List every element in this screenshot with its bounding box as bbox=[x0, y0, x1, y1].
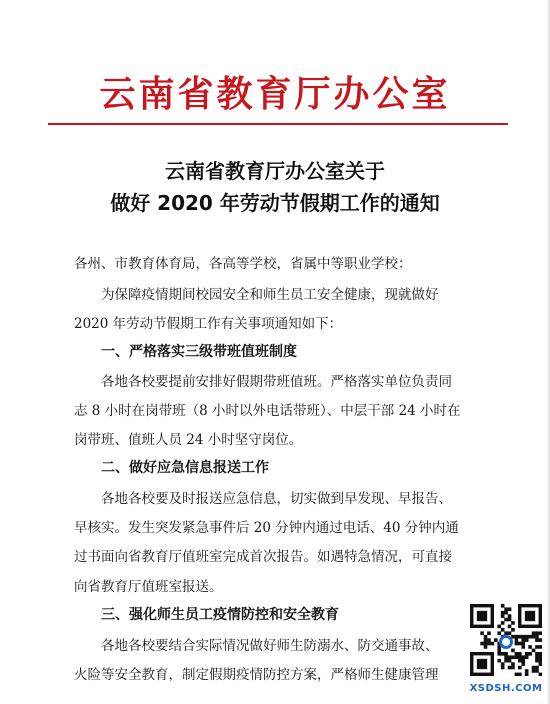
section-heading: 一、严格落实三级带班值班制度 bbox=[101, 344, 297, 360]
body-text-line: 为保障疫情期间校园安全和师生员工安全健康，现就做好 bbox=[101, 287, 439, 303]
body-text-line: 向省教育厅值班室报送。 bbox=[74, 579, 223, 595]
body-text-line: 各地各校要及时报送应急信息，切实做到早发现、早报告、 bbox=[101, 491, 452, 507]
site-watermark: XSDSH.COM bbox=[469, 683, 543, 694]
body-text-line: 各地各校要提前安排好假期带班值班。严格落实单位负责同 bbox=[101, 374, 452, 390]
qr-code-icon bbox=[470, 604, 542, 676]
body-text-line: 志 8 小时在岗带班（8 小时以外电话带班）、中层干部 24 小时在 bbox=[74, 403, 461, 419]
letterhead-red-rule bbox=[48, 123, 508, 125]
document-title-line-1: 云南省教育厅办公室关于 bbox=[165, 159, 385, 183]
body-text-line: 2020 年劳动节假期工作有关事项通知如下： bbox=[74, 316, 343, 332]
office-letterhead: 云南省教育厅办公室 bbox=[99, 74, 451, 115]
body-text-line: 各地各校要结合实际情况做好师生防溺水、防交通事故、 bbox=[101, 638, 439, 654]
body-text-line: 早核实。发生突发紧急事件后 20 分钟内通过电话、40 分钟内通 bbox=[74, 520, 459, 536]
body-text-line: 火险等安全教育，制定假期疫情防控方案，严格师生健康管理 bbox=[74, 667, 439, 683]
body-text-line: 过书面向省教育厅值班室完成首次报告。如遇特急情况，可直接 bbox=[74, 549, 452, 565]
section-heading: 三、强化师生员工疫情防控和安全教育 bbox=[101, 607, 339, 623]
body-text-line: 各州、市教育体育局，各高等学校，省属中等职业学校： bbox=[74, 256, 412, 272]
section-heading: 二、做好应急信息报送工作 bbox=[101, 460, 269, 476]
body-text-line: 岗带班、值班人员 24 小时坚守岗位。 bbox=[74, 432, 303, 448]
document-title-line-2: 做好 2020 年劳动节假期工作的通知 bbox=[110, 191, 440, 215]
